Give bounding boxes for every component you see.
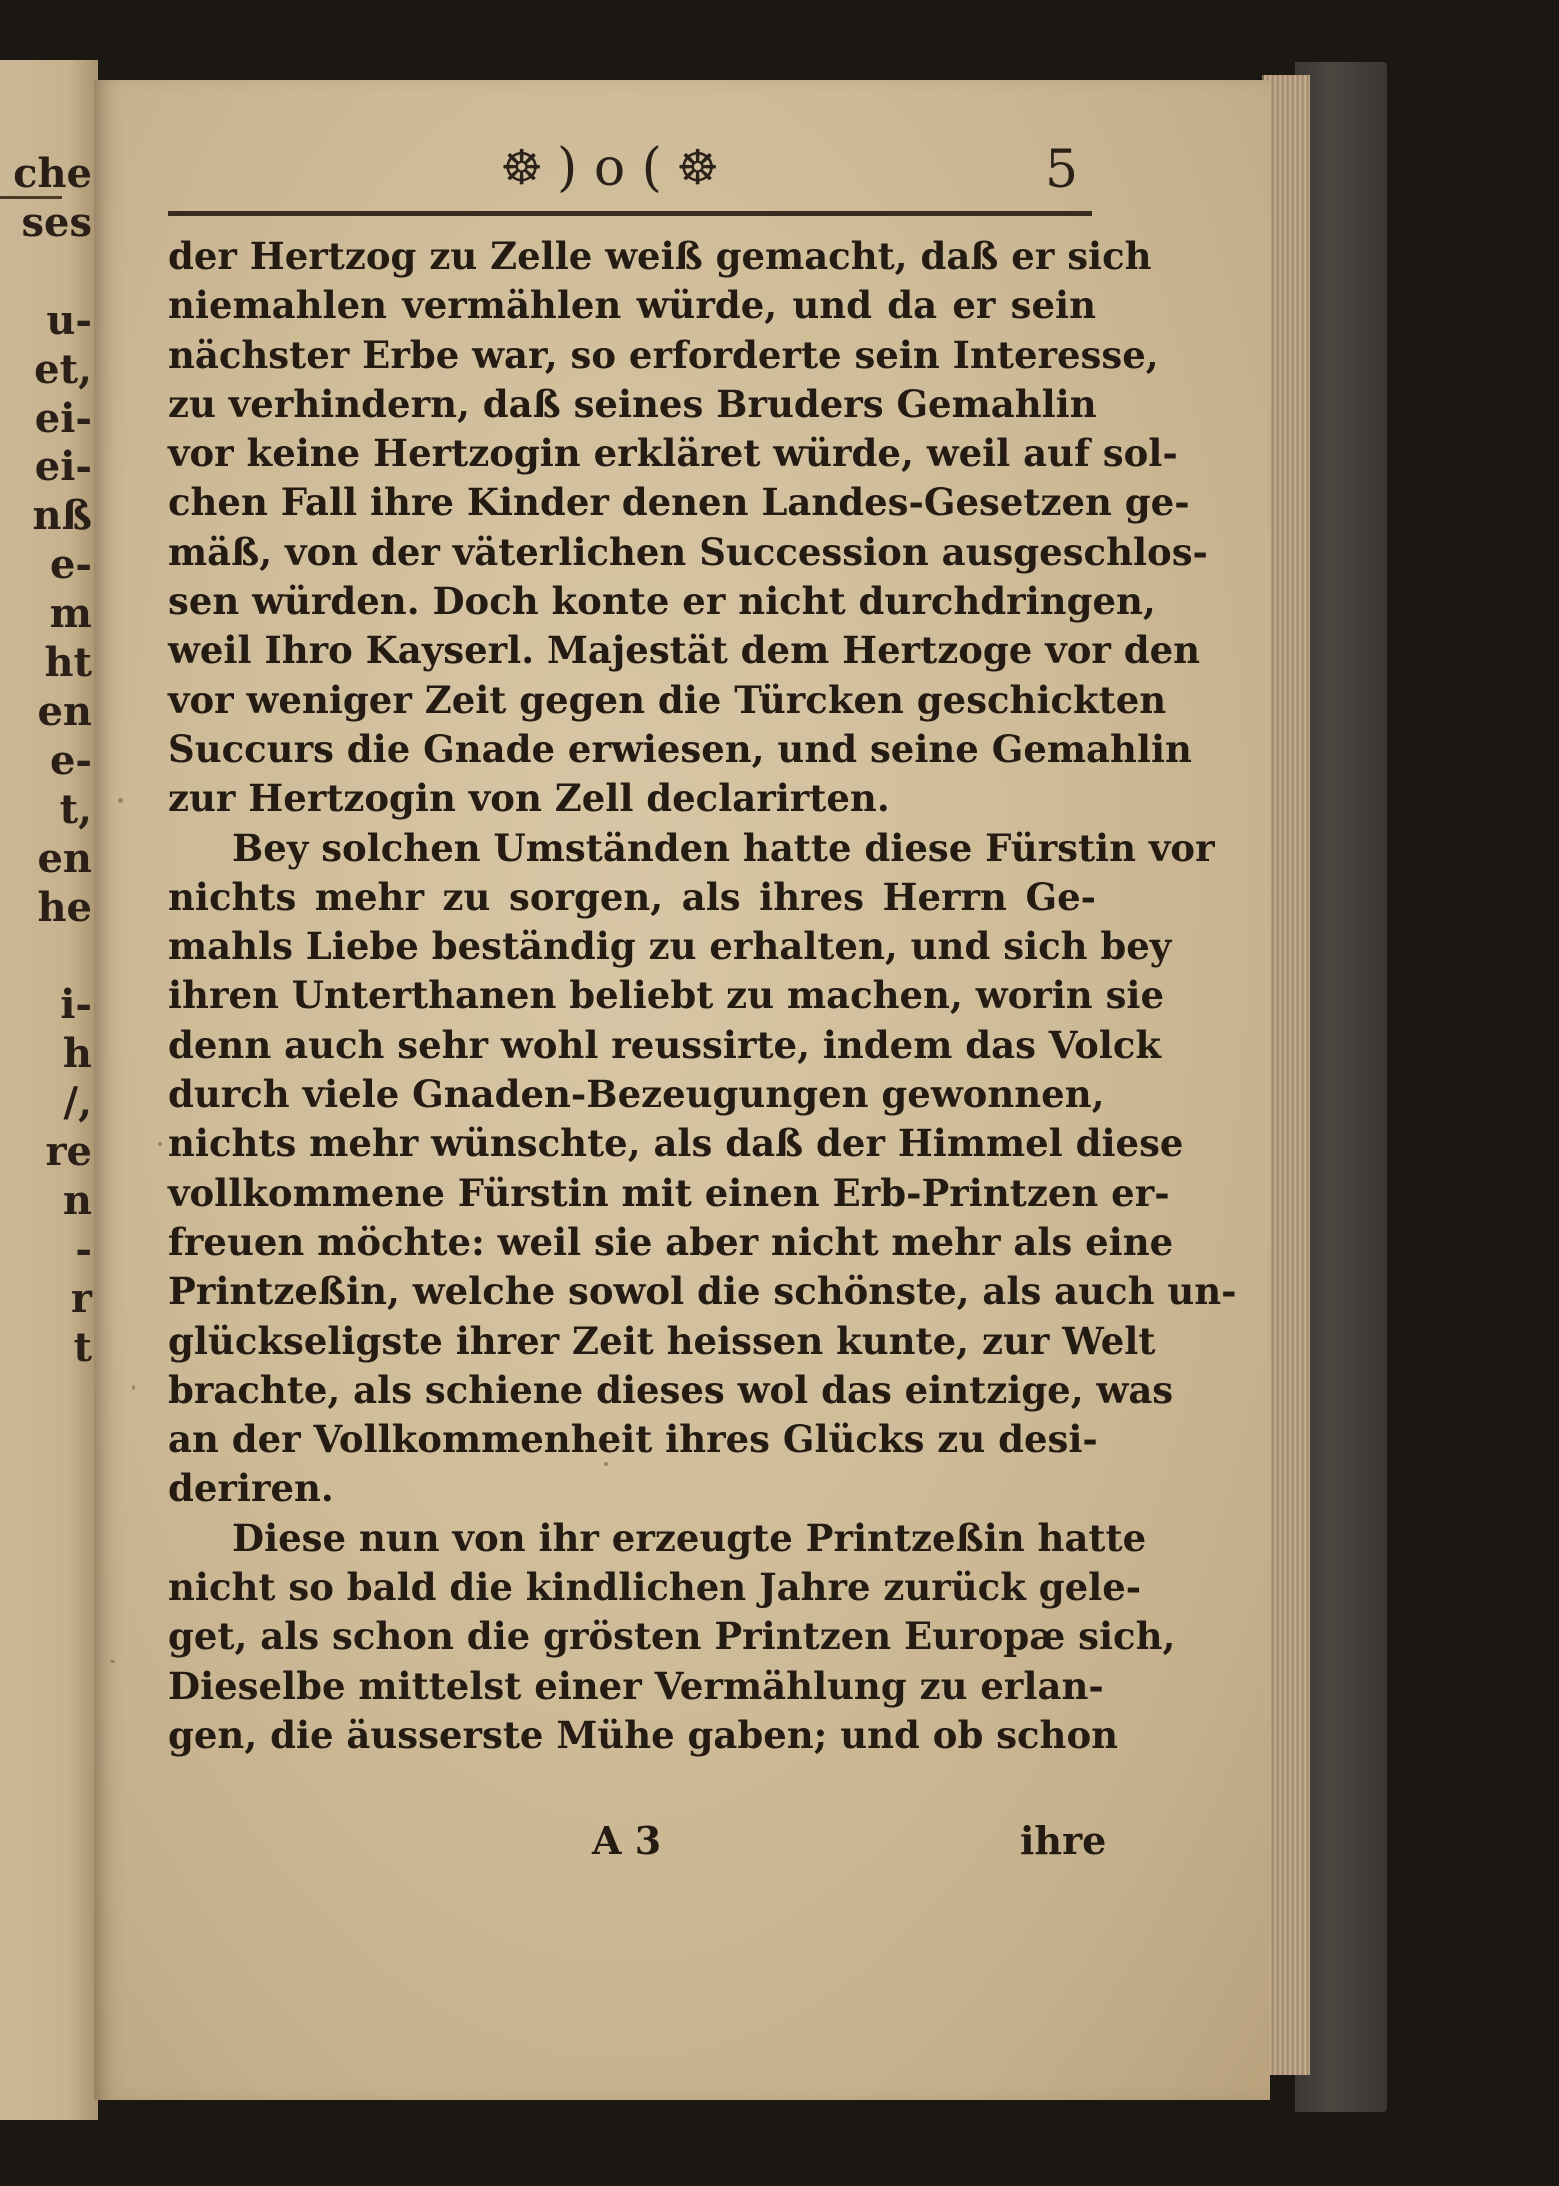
paper-speck [132,1385,135,1390]
paper-speck [110,1660,115,1663]
text-line: chen Fall ihre Kinder denen Landes-Gesetzen ge- [168,480,1190,525]
signature-mark: A 3 [592,1818,662,1863]
ornament-center: ) o ( [557,138,662,198]
body-text [168,232,1237,1760]
text-line: nächster Erbe war, so erforderte sein Interesse, [168,332,1159,377]
text-line: deriren. [168,1466,334,1511]
header-rule [168,211,1092,216]
text-line: Succurs die Gnade erwiesen, und seine Gemahlin [168,726,1192,771]
text-line: denn auch sehr wohl reussirte, indem das Volck [168,1022,1162,1067]
text-line: der Hertzog zu Zelle weiß gemacht, daß er sich [168,234,1152,278]
text-line: freuen möchte: weil sie aber nicht mehr als eine [168,1219,1174,1264]
paper-speck [158,1142,162,1146]
text-line: vor keine Hertzogin erkläret würde, weil auf sol- [168,431,1178,476]
paper-speck [604,1462,608,1466]
text-line: sen würden. Doch konte er nicht durchdringen, [168,579,1156,624]
text-line: gen, die äusserste Mühe gaben; und ob schon [168,1712,1119,1757]
page-number: 5 [1045,140,1079,200]
paper-speck [118,798,123,803]
page-header [500,138,800,198]
text-line: zur Hertzogin von Zell declarirten. [168,776,890,821]
left-page-text-fragment: che ses u- et, ei- ei- nß e- m ht en e- t, en he i- h /, re n - r t [13,150,92,1371]
text-line: mäß, von der väterlichen Succession ausgeschlos- [168,529,1208,574]
text-line: an der Vollkommenheit ihres Glücks zu desi- [168,1417,1098,1462]
text-line: zu verhindern, daß seines Bruders Gemahlin [168,381,1097,426]
catchword: ihre [1020,1818,1107,1863]
text-line: brachte, als schiene dieses wol das eintzige, was [168,1367,1174,1412]
text-line: Dieselbe mittelst einer Vermählung zu erlan- [168,1663,1104,1708]
text-line: nicht so bald die kindlichen Jahre zurück gele- [168,1565,1142,1610]
text-line: weil Ihro Kayserl. Majestät dem Hertzoge vor den [168,628,1201,673]
text-line: vor weniger Zeit gegen die Türcken geschickten [168,677,1167,722]
text-line: niemahlen vermählen würde, und da er sein [168,283,1096,328]
text-line: Printzeßin, welche sowol die schönste, als auch un- [168,1269,1237,1314]
text-line: Bey solchen Umständen hatte diese Fürstin vor [232,825,1215,870]
text-line: glückseligste ihrer Zeit heissen kunte, zur Welt [168,1318,1156,1363]
text-line: mahls Liebe beständig zu erhalten, und sich bey [168,924,1172,969]
text-line: Diese nun von ihr erzeugte Printzeßin hatte [232,1515,1147,1560]
text-line: nichts mehr wünschte, als daß der Himmel diese [168,1121,1184,1166]
ornament-left-icon: ☸ [500,140,544,196]
text-line: vollkommene Fürstin mit einen Erb-Printzen er- [168,1170,1170,1215]
text-line: get, als schon die grösten Printzen Europæ sich, [168,1614,1176,1659]
text-line: nichts mehr zu sorgen, als ihres Herrn Ge- [168,874,1096,919]
text-line: ihren Unterthanen beliebt zu machen, worin sie [168,973,1165,1018]
ornament-right-icon: ☸ [675,140,720,196]
text-line: durch viele Gnaden-Bezeugungen gewonnen, [168,1072,1105,1117]
